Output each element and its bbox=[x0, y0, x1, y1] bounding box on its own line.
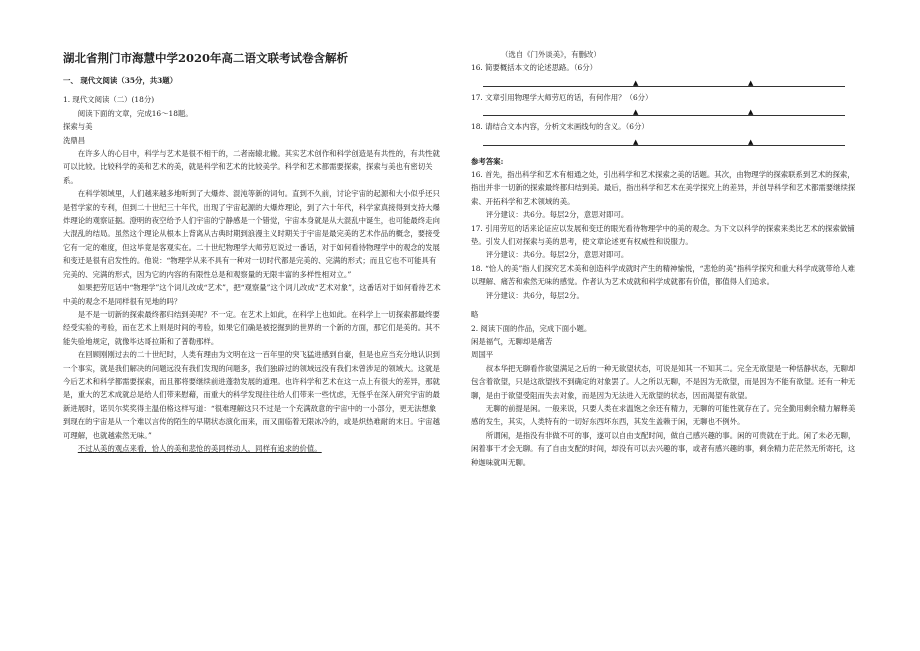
essay-title: 闲是福气，无聊却是痛苦 bbox=[471, 336, 553, 346]
essay-paragraph: 叔本华把无聊看作欲望满足之后的一种无欲望状态，可说是知其一不知其二。完全无欲望是一种恬静状态，无聊却包含着欲望，只是这欲望找不到确定的对象罢了。人之所以无聊，不是因为无欲望，而是因为不能有欲望。还有一种无聊，是由于欲望受阻而失去对象，而是因为无法进入无欲望的状态，因而渴望有欲望。 bbox=[471, 363, 856, 400]
question-17: 17. 文章引用物理学大师劳厄的话，有何作用？（6分） bbox=[471, 92, 653, 102]
article-paragraph: 在回顾刚刚过去的二十世纪时，人类有理由为文明在这一百年里的突飞猛进感到自豪，但是也应当充分地认识到一个事实，就是我们解决的问题远没有我们发现的问题多，我们独辟过的领域远没有我们未曾涉足的领域大。这就是今后艺术和科学都需要探索，而且都将要继续前进蓬勃发展的道理。也许科学和艺术在这一点上有很大的差异，那就是，重大的艺术成就总是给人们带来慰藉，而重大的科学发现往往给人们带来一些忧虑，无怪乎在深入研究宇宙的最新进展时，诺贝尔奖奖得主温伯格这样写道：“很难理解这只不过是一个充满敌意的宇宙中的一小部分，更无法想象到现在的宇宙是从一个难以言传的陌生的早期状态演化而来，而又面临着无限冰冷的，或是炽热难耐的末日。宇宙越可理解，也就越索然无味。” bbox=[63, 350, 440, 440]
underlined-sentence bbox=[63, 442, 443, 455]
question-18: 18. 请结合文本内容，分析文末画线句的含义。（6分） bbox=[471, 122, 649, 132]
article-source: （选自《门外谈美》，有删改） bbox=[501, 50, 601, 59]
triangle-icon: ▲ bbox=[748, 137, 754, 146]
triangle-icon: ▲ bbox=[748, 108, 754, 117]
question-1-end: 略 bbox=[471, 310, 479, 320]
answer-line bbox=[483, 134, 845, 146]
answer-line bbox=[483, 104, 845, 116]
question-2-header: 2. 阅读下面的作品，完成下面小题。 bbox=[471, 323, 592, 333]
question-16: 16. 简要概括本文的论述思路。（6分） bbox=[471, 63, 597, 73]
section-heading: 一、 现代文阅读（35分，共3题） bbox=[63, 76, 178, 85]
triangle-icon: ▲ bbox=[633, 137, 639, 146]
right-column bbox=[471, 48, 857, 469]
essay-paragraph: 无聊的前提是闲。一般来说，只要人类在求温饱之余还有精力，无聊的可能性就存在了。完全勤用剩余精力解释美感的发生，其实，人类特有的一切好东西坏东西，其发生盖赖于闲，无聊也不例外。 bbox=[471, 403, 856, 427]
left-column bbox=[63, 0, 443, 455]
article-paragraph: 是不是一切新的探索最终都归结到美呢？不一定。在艺术上如此，在科学上也如此。在科学上一切探索都最终要经受实验的考验，而在艺术上则是时间的考验，如果它们确是被挖掘到的世界的一个新的方面，那它们是美的。其不能失验地规定，就像毕达哥拉斯和了普勒那样。 bbox=[63, 309, 440, 346]
article-paragraph: 如果把劳厄话中“物理学”这个词儿改成“艺术”，把“观察量”这个词儿改成“艺术对象”，这番话对于如何看待艺术中美的观念不是同样很有见地的吗？ bbox=[63, 283, 441, 306]
document-title: 湖北省荆门市海慧中学2020年高二语文联考试卷含解析 bbox=[63, 51, 349, 65]
essay-paragraph: 所谓闲，是指没有非做不可的事，遂可以自由支配时间，做自己感兴趣的事。闲的可贵就在于此。闲了未必无聊，闲着事干才会无聊。有了自由支配的时间，却没有可以去兴趣的事，或者有感兴趣的事，剩余精力茫茫然无所寄托，这种迦味就叫无聊。 bbox=[471, 430, 856, 467]
answer-16: 16. 首先，指出科学和艺术有相通之处，引出科学和艺术探索之美的话题。其次，由物理学的探索联系到艺术的探索，指出并非一切新的探索最终都归结到美。最后，指出科学和艺术在美学探究上的差异，并创导科学和艺术都需要继续探索、开拓科学和艺术领域的美。 bbox=[471, 170, 856, 206]
triangle-icon: ▲ bbox=[633, 78, 639, 87]
answer-18: 18. “恰人的美”指人们探究艺术美和创造科学成就时产生的精神愉悦，“悲怆的美”指科学探究和重大科学成就带给人难以理解、痛苦和索然无味的感觉。作者认为艺术成就和科学成就都有价值，都值得人们追求。 bbox=[471, 263, 855, 287]
article-title: 探索与美 bbox=[63, 122, 93, 132]
article-paragraph: 在科学领域里，人们越来越多地听到了大爆炸、混沌等新的词句。直到不久前，讨论宇宙的起源和大小似乎还只是哲学家的专利，但到二十世纪三十年代，出现了宇宙起源的大爆炸理论，到了六十年代，科学家真接得到支持大爆炸理论的观察证据。澄明的夜空给予人们宇宙的宁静感是一个错觉，宇宙本身就是从大混乱中诞生，也可能最终走向大混乱的结局。虽然这个理论从根本上背离从古典时期到浪漫主义时期关于宇宙是最完美的艺术作品的概念，要接受它有一定的难度，但这毕竟是客观实在。二十世纪物理学大师劳厄说过一番话，对于如何看待物理学中的观念的发展和变迁是很有启发性的。他说：“物理学从来不具有一种对一切时代都是完美的、完满的形式；而且它也不可能具有完美的、完满的形式，因为它的内容的有限性总是和观察量的无限丰富的多样性相对立。” bbox=[63, 189, 440, 279]
question-1-header: 1. 现代文阅读（二）(18分) bbox=[63, 95, 155, 105]
underlined-text: 不过从美的观点来看，恰人的美和悲怆的美同样动人，同样有追求的价值。 bbox=[77, 443, 322, 453]
triangle-icon: ▲ bbox=[633, 108, 639, 117]
essay-author: 周国平 bbox=[471, 350, 494, 360]
article-paragraph: 在许多人的心目中，科学与艺术是很不相干的，二者南辕北辙。其实艺术创作和科学创造是有共性的，有共性就可以比较。比较科学的美和艺术的美，就是科学和艺术的比较美学。科学和艺术都需要探索，探索与美也有密切关系。 bbox=[63, 149, 440, 185]
answer-line bbox=[483, 75, 845, 87]
answer-score: 评分建议：共6分。每层2分，意思对即可。 bbox=[485, 250, 629, 260]
question-1-instruction: 阅读下面的文章，完成16～18题。 bbox=[77, 108, 193, 118]
answer-score: 评分建议：共6分。每层2分，意思对即可。 bbox=[485, 210, 629, 220]
article-author: 洗鼎昌 bbox=[63, 135, 86, 145]
answer-score: 评分建议：共6分，每层2分。 bbox=[485, 290, 584, 300]
answer-17: 17. 引用劳厄的话来论证应以发展和变迁的眼光看待物理学中的美的观念。为下文以科学的探索来类比艺术的探索做铺垫。引发人们对探索与美的思考，使文章论述更有权威性和说服力。 bbox=[471, 223, 855, 247]
reference-answer-heading: 参考答案: bbox=[471, 156, 504, 166]
triangle-icon: ▲ bbox=[748, 78, 754, 87]
